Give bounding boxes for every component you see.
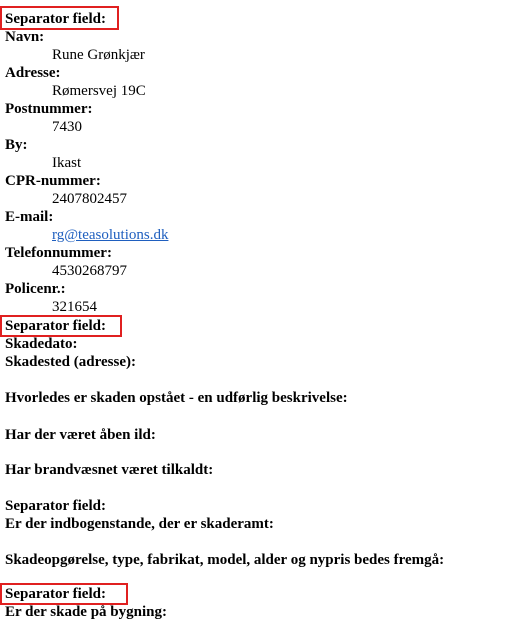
indbo-label: Er der indbogenstande, der er skaderamt: (5, 516, 274, 532)
by-value: Ikast (52, 155, 82, 171)
email-label: E-mail: (5, 209, 54, 225)
skadested-label: Skadested (adresse): (5, 354, 136, 370)
cpr-value: 2407802457 (52, 191, 127, 207)
separator-field-3: Separator field: (5, 498, 106, 514)
telefon-label: Telefonnummer: (5, 245, 112, 261)
postnummer-label: Postnummer: (5, 101, 93, 117)
separator-field-2: Separator field: (5, 318, 106, 334)
by-label: By: (5, 137, 28, 153)
separator-field-4: Separator field: (5, 586, 106, 602)
separator-field-1: Separator field: (5, 11, 106, 27)
beskrivelse-label: Hvorledes er skaden opstået - en udførlig beskrivelse: (5, 390, 348, 406)
brandvaesen-label: Har brandvæsnet været tilkaldt: (5, 462, 214, 478)
skadeopgoerelse-label: Skadeopgørelse, type, fabrikat, model, alder og nypris bedes fremgå: (5, 552, 445, 568)
aaben-ild-label: Har der været åben ild: (5, 427, 156, 443)
email-link[interactable]: rg@teasolutions.dk (52, 227, 169, 243)
navn-value: Rune Grønkjær (52, 47, 145, 63)
police-label: Policenr.: (5, 281, 66, 297)
adresse-value: Rømersvej 19C (52, 83, 146, 99)
navn-label: Navn: (5, 29, 45, 45)
telefon-value: 4530268797 (52, 263, 127, 279)
police-value: 321654 (52, 299, 97, 315)
skadedato-label: Skadedato: (5, 336, 78, 352)
adresse-label: Adresse: (5, 65, 61, 81)
cpr-label: CPR-nummer: (5, 173, 101, 189)
bygning-label: Er der skade på bygning: (5, 604, 167, 620)
postnummer-value: 7430 (52, 119, 82, 135)
